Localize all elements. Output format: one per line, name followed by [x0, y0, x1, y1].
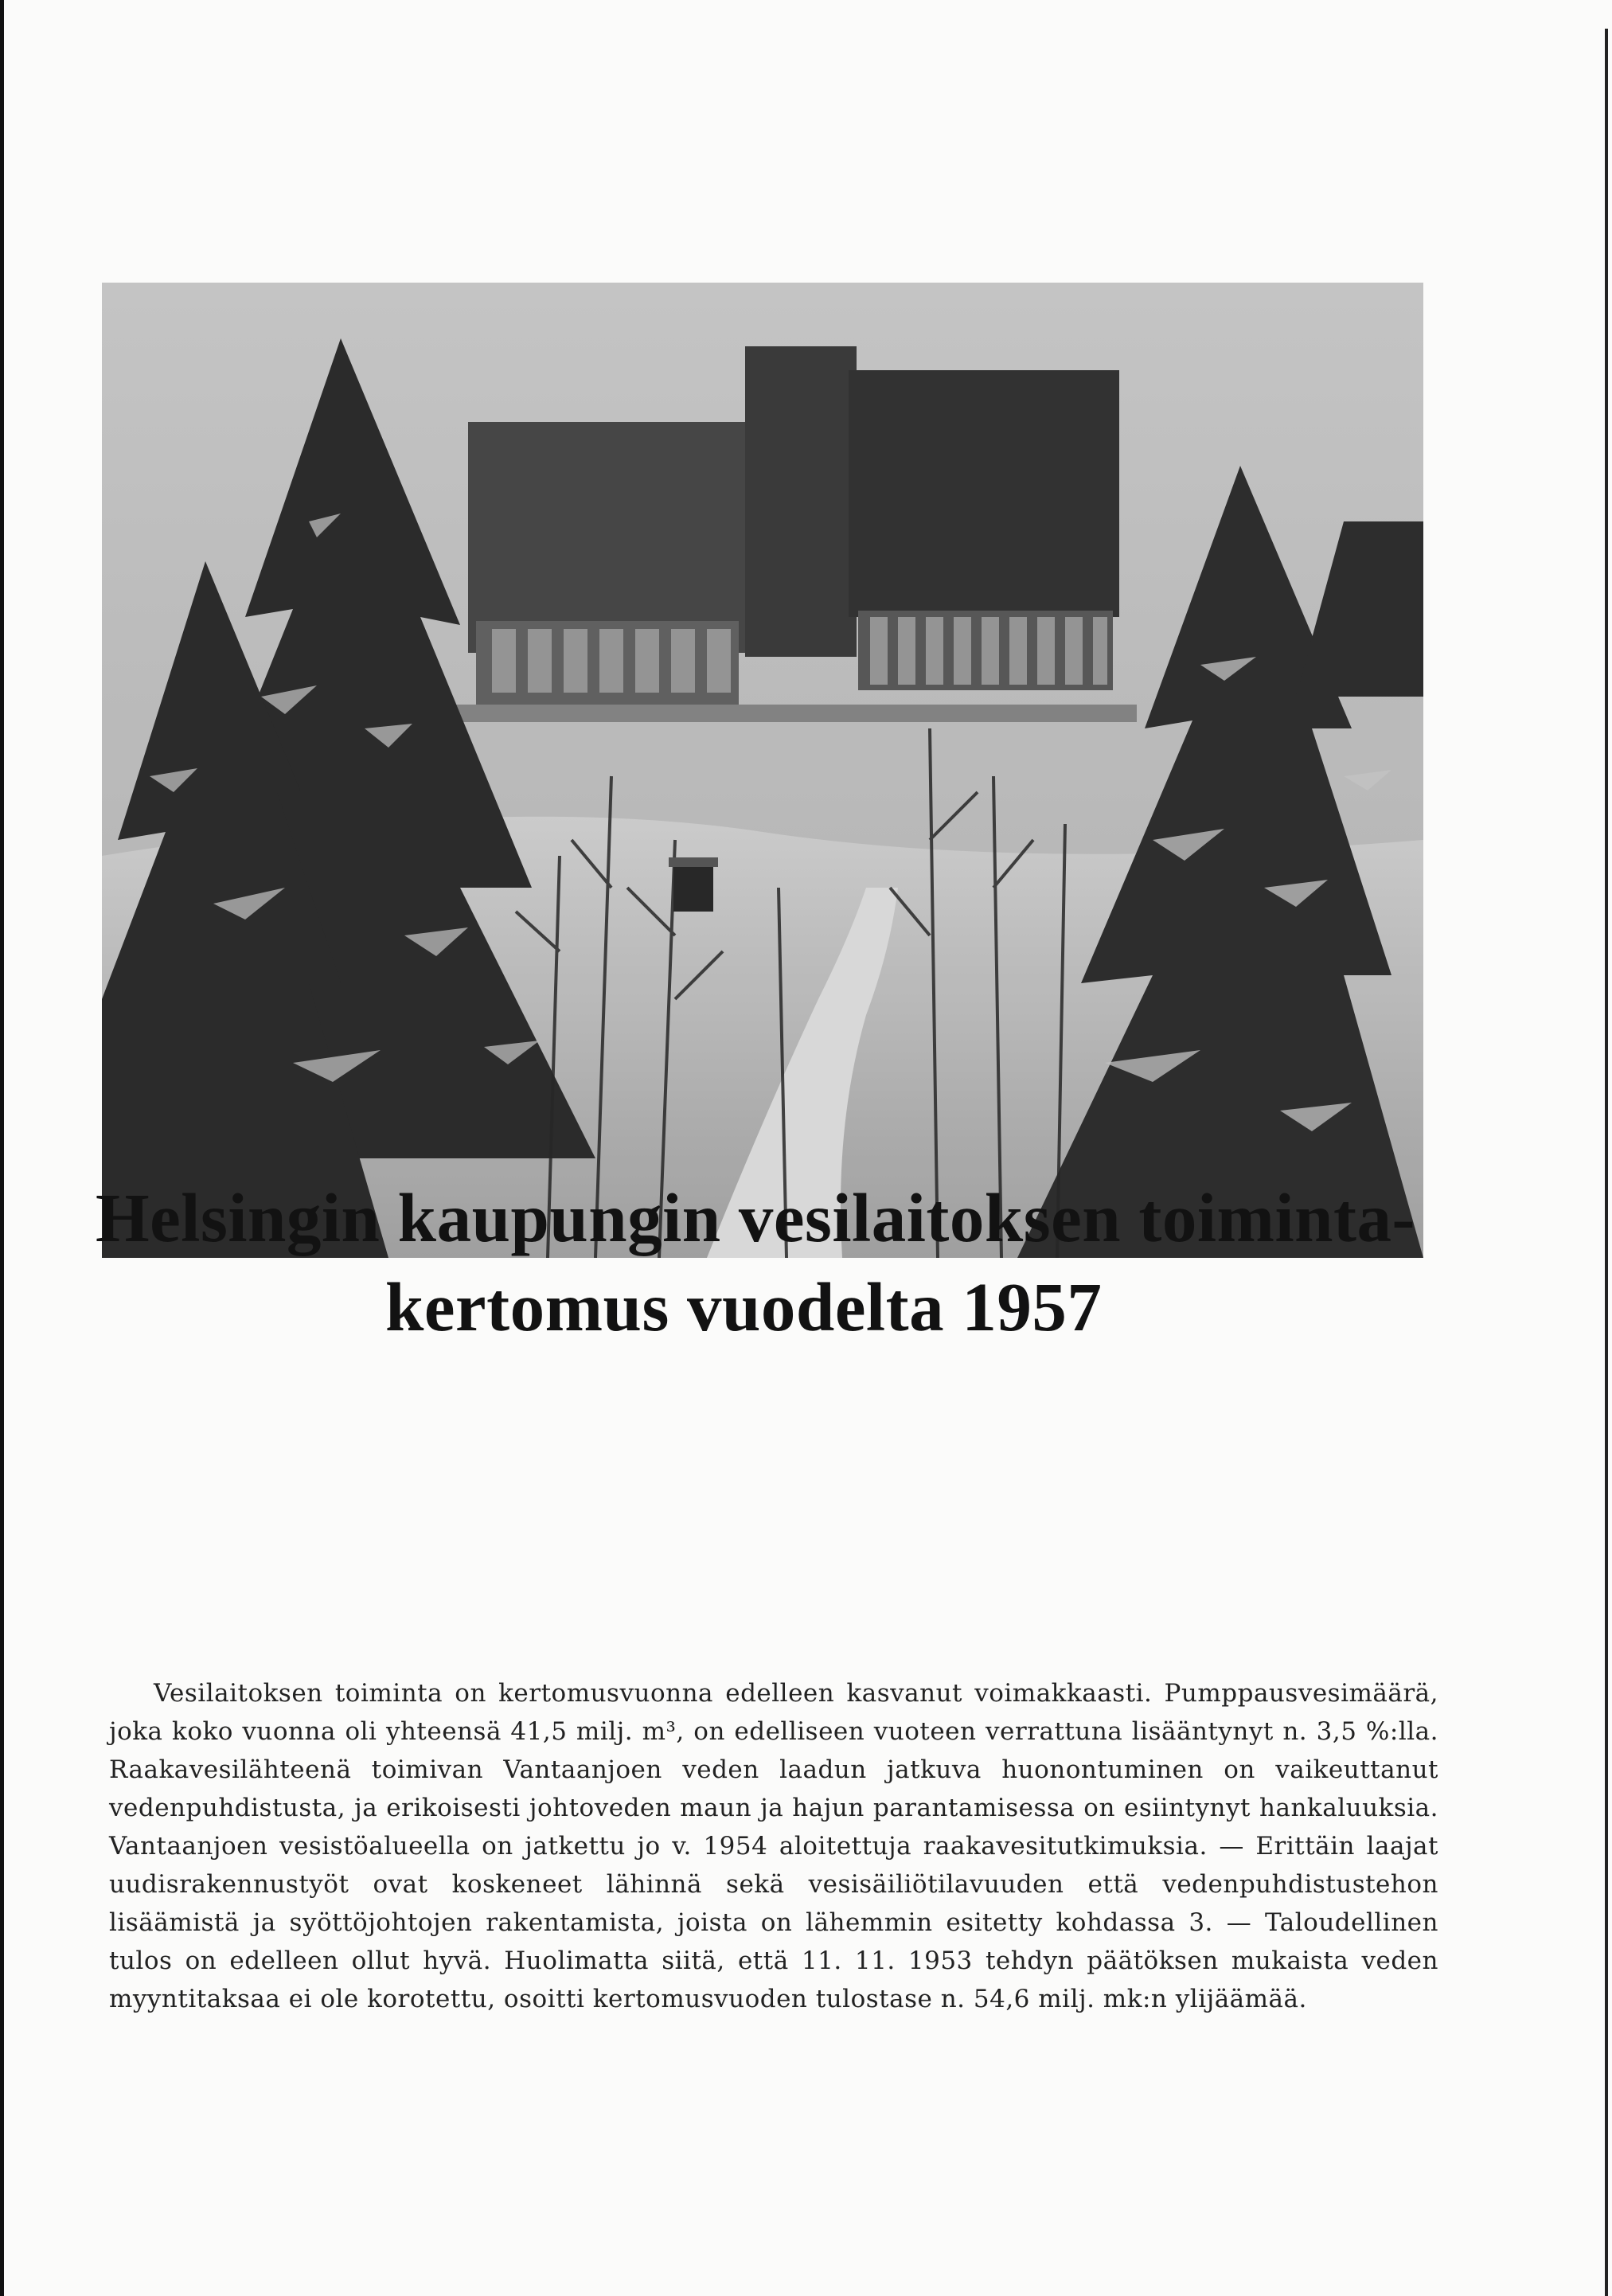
body-paragraph: Vesilaitoksen toiminta on kertomusvuonna edelleen kasvanut voimakkaasti. Pumppausvesimäärä, joka koko vuonna oli yhteensä 41,5 milj. m³, on edelliseen vuoteen verrattuna lisääntynyt n. 3,5 %:lla. Raakavesilähteenä toimivan Vantaanjoen veden laadun jatkuva huonontuminen on vaikeuttanut vedenpuhdistusta, ja erikoisesti johtoveden maun ja hajun parantamisessa on esiintynyt hankaluuksia. Vantaanjoen vesistöalueella on jatkettu jo v. 1954 aloitettuja raakavesitutkimuksia. — Erittäin laajat uudisrakennustyöt ovat koskeneet lähinnä sekä vesisäiliötilavuuden että vedenpuhdistustehon lisäämistä ja syöttöjohtojen rakentamista, joista on lähemmin esitetty kohdassa 3. — Taloudellinen tulos on edelleen ollut hyvä. Huolimatta siitä, että 11. 11. 1953 tehdyn päätöksen mukaista veden myyntitaksaa ei ole korotettu, osoitti kertomusvuoden tulostase n. 54,6 milj. mk:n ylijäämää.: [109, 1679, 1438, 2013]
title-line-1: Helsingin kaupungin vesilaitoksen toiminta-: [96, 1179, 1415, 1257]
scan-edge-right: [1605, 29, 1608, 2296]
body-text: [109, 1674, 1438, 2018]
photo-waterworks-building: [102, 283, 1423, 1258]
title-line-2: kertomus vuodelta 1957: [385, 1268, 1103, 1346]
scan-edge-left: [0, 0, 4, 2296]
